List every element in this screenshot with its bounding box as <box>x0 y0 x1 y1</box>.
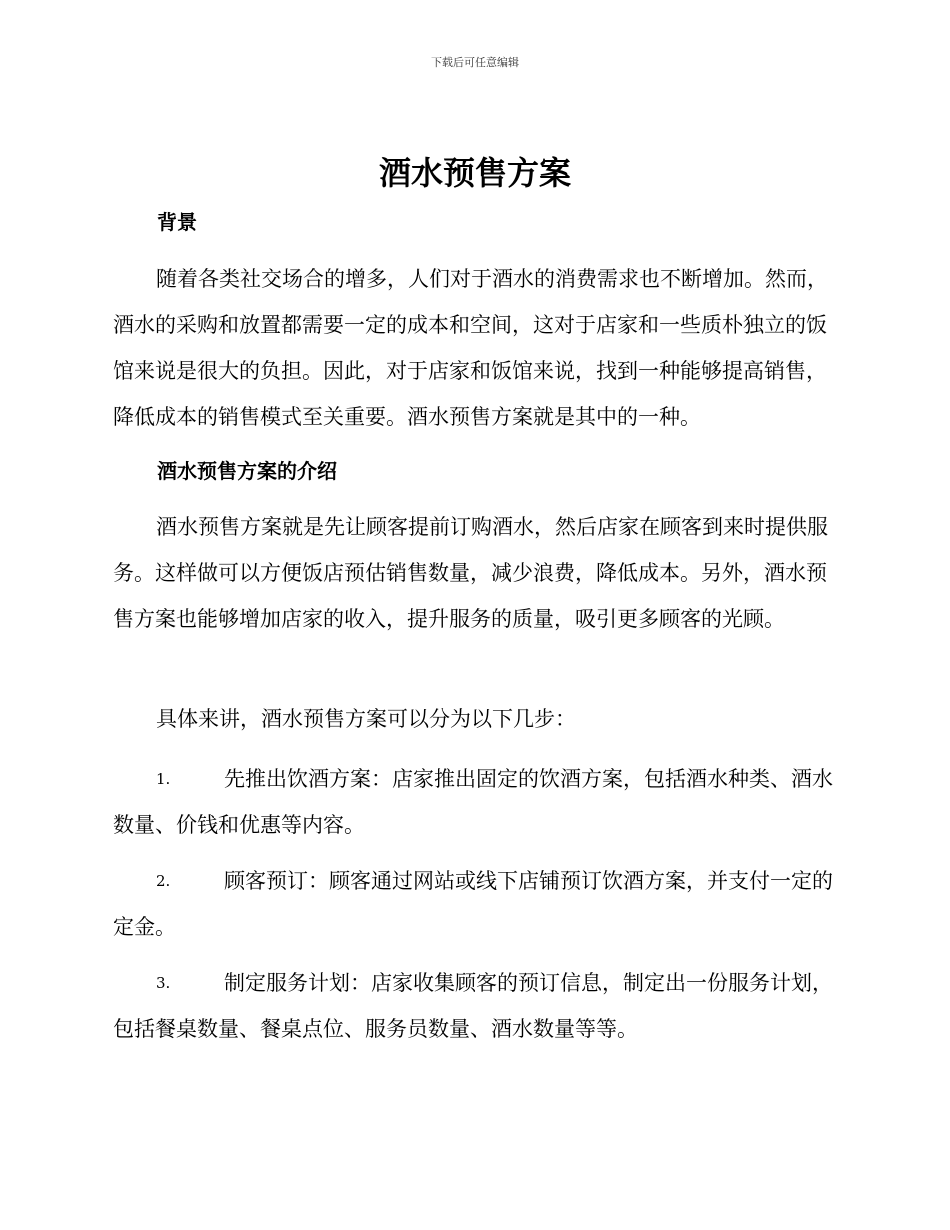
step-number: 1. <box>156 770 171 788</box>
paragraph: 具体来讲，酒水预售方案可以分为以下几步： <box>156 707 576 731</box>
paragraph: 酒水预售方案就是先让顾客提前订购酒水，然后店家在顾客到来时提供服务。这样做可以方便饭店预估销售数量，减少浪费，降低成本。另外，酒水预售方案也能够增加店家的收入，提升服务的质量，吸引更多顾客的光顾。 <box>113 515 828 631</box>
step-text: 制定服务计划：店家收集顾客的预订信息，制定出一份服务计划，包括餐桌数量、餐桌点位、服务员数量、酒水数量等等。 <box>113 971 833 1041</box>
step-text: 先推出饮酒方案：店家推出固定的饮酒方案，包括酒水种类、酒水数量、价钱和优惠等内容。 <box>113 767 833 837</box>
step-number: 3. <box>156 974 171 992</box>
step-item-1 <box>113 756 838 848</box>
introduction-section-body <box>113 504 838 642</box>
step-text: 顾客预订：顾客通过网站或线下店铺预订饮酒方案，并支付一定的定金。 <box>113 869 833 939</box>
background-section-body <box>113 256 838 440</box>
steps-intro-body <box>113 696 838 742</box>
section-heading-background: 背景 <box>157 210 197 234</box>
paragraph: 随着各类社交场合的增多，人们对于酒水的消费需求也不断增加。然而，酒水的采购和放置都需要一定的成本和空间，这对于店家和一些质朴独立的饭馆来说是很大的负担。因此，对于店家和饭馆来说，找到一种能够提高销售，降低成本的销售模式至关重要。酒水预售方案就是其中的一种。 <box>113 267 828 429</box>
section-heading-introduction: 酒水预售方案的介绍 <box>157 459 337 483</box>
running-header: 下载后可任意编辑 <box>431 56 519 69</box>
step-item-3 <box>113 960 838 1052</box>
document-title: 酒水预售方案 <box>378 154 571 192</box>
step-item-2 <box>113 858 838 950</box>
step-number: 2. <box>156 872 171 890</box>
